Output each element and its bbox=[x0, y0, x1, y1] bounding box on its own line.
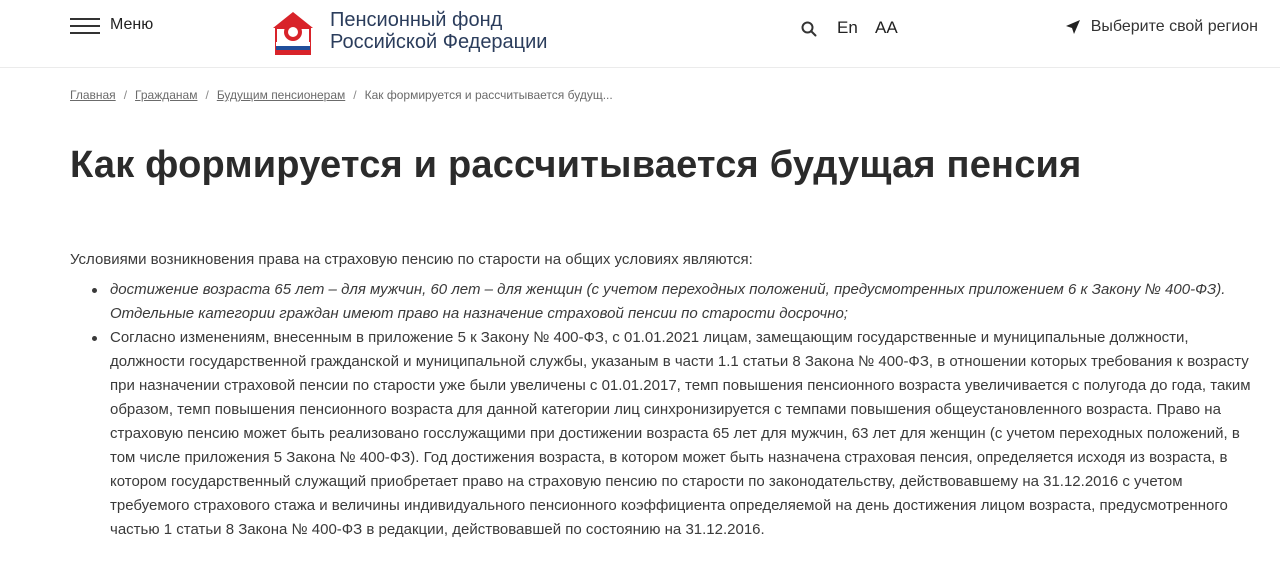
breadcrumb-home[interactable]: Главная bbox=[70, 88, 116, 102]
conditions-list bbox=[70, 278, 1260, 542]
logo-line1: Пенсионный фонд bbox=[330, 9, 503, 31]
breadcrumb-future-pensioners[interactable]: Будущим пенсионерам bbox=[216, 88, 346, 102]
intro-paragraph: Условиями возникновения права на страховую пенсию по старости на общих условиях являются: bbox=[70, 251, 753, 268]
breadcrumb-citizens[interactable]: Гражданам bbox=[135, 88, 198, 102]
language-switch[interactable]: En bbox=[837, 18, 858, 37]
page-title: Как формируется и рассчитывается будущая пенсия bbox=[70, 144, 1082, 186]
breadcrumb-separator: / bbox=[123, 88, 128, 102]
logo-text bbox=[330, 9, 547, 53]
breadcrumb-current: Как формируется и рассчитывается будущ... bbox=[364, 88, 613, 102]
search-icon[interactable] bbox=[800, 20, 818, 38]
menu-label: Меню bbox=[110, 16, 154, 33]
location-arrow-icon bbox=[1065, 19, 1081, 35]
menu-button[interactable] bbox=[70, 16, 153, 34]
hamburger-icon bbox=[70, 16, 100, 34]
article-content bbox=[70, 248, 1260, 542]
region-label: Выберите свой регион bbox=[1090, 18, 1258, 35]
site-logo[interactable] bbox=[268, 6, 547, 56]
breadcrumb bbox=[70, 88, 613, 102]
font-size-toggle[interactable]: AA bbox=[875, 18, 898, 37]
site-header bbox=[0, 0, 1280, 68]
pfr-logo-icon bbox=[268, 6, 318, 56]
list-item: достижение возраста 65 лет – для мужчин, 60 лет – для женщин (с учетом переходных положений, предусмотренных приложением 6 к Закону № 400-ФЗ). Отдельные категории граждан имеют право на назначение страховой пенсии по старости досрочно; bbox=[92, 278, 1260, 326]
region-selector[interactable] bbox=[1065, 18, 1258, 36]
logo-line2: Российской Федерации bbox=[330, 31, 548, 53]
list-item: Согласно изменениям, внесенным в приложение 5 к Закону № 400-ФЗ, с 01.01.2021 лицам, замещающим государственные и муниципальные должности, должности государственной гражданской и муниципальной службы, указаным в части 1.1 статьи 8 Закона № 400-ФЗ, в отношении которых требования к возрасту при назначении страховой пенсии по старости уже были увеличены с 01.01.2017, темп повышения пенсионного возраста увеличивается с полугода до года, таким образом, темп повышения пенсионного возраста для данной категории лиц синхронизируется с темпами повышения общеустановленного возраста. Право на страховую пенсию может быть реализовано госслужащими при достижении возраста 65 лет для мужчин, 63 лет для женщин (с учетом переходных положений, в том числе приложения 5 Закона № 400-ФЗ). Год достижения возраста, в котором может быть назначена страховая пенсия, определяется исходя из возраста, в котором государственный служащий приобретает право на страховую пенсию по старости по законодательству, действовавшему на 31.12.2016 с учетом требуемого страхового стажа и величины индивидуального пенсионного коэффициента определяемой на день достижения лицом возраста, предусмотренного частью 1 статьи 8 Закона № 400-ФЗ в редакции, действовавшей по состоянию на 31.12.2016. bbox=[92, 326, 1260, 542]
breadcrumb-separator: / bbox=[353, 88, 357, 102]
breadcrumb-separator: / bbox=[205, 88, 209, 102]
